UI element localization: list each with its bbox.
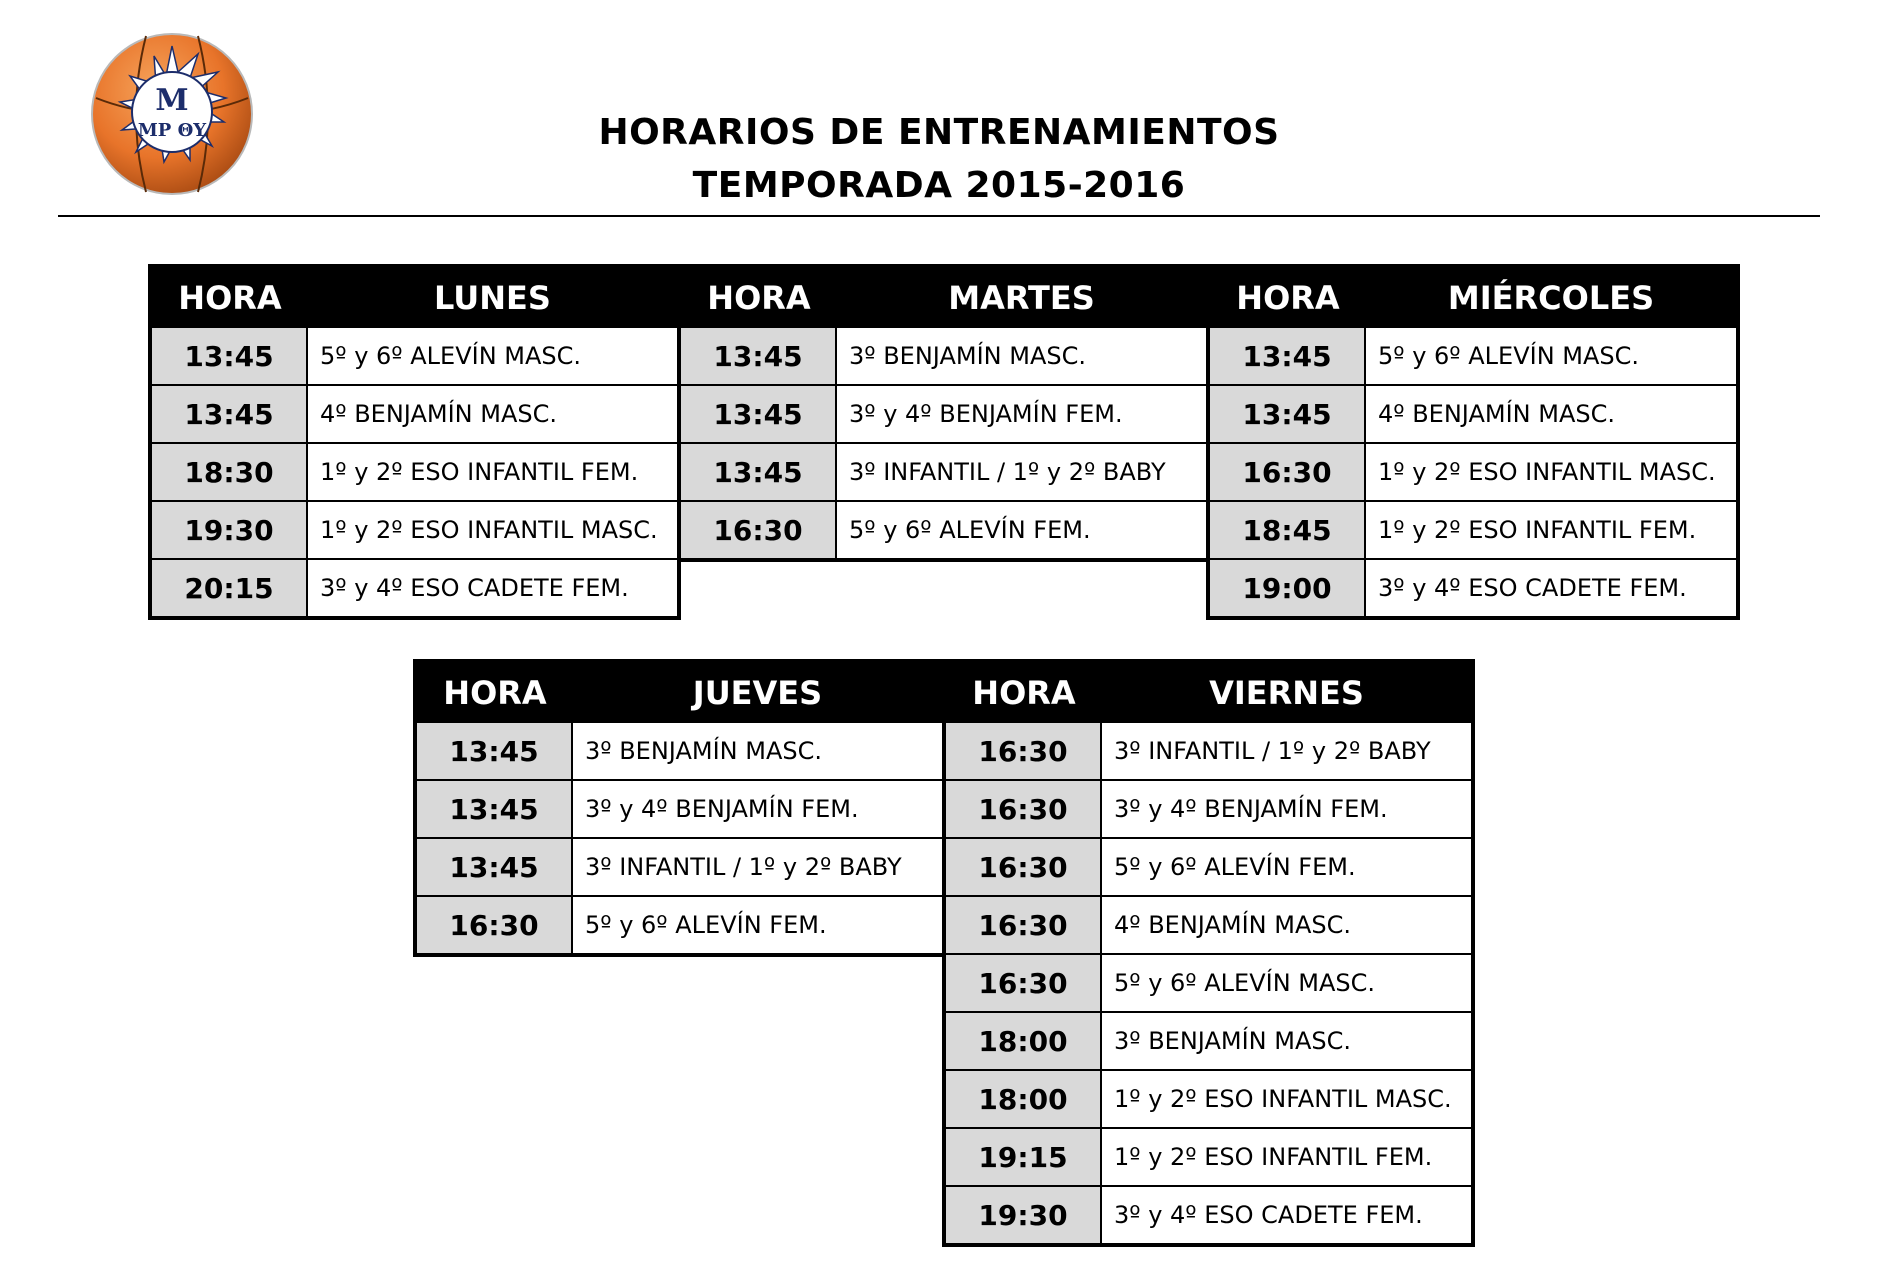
time-cell: 13:45 — [1210, 386, 1366, 442]
time-cell: 16:30 — [1210, 444, 1366, 500]
schedule-header-martes — [681, 268, 1206, 328]
time-cell: 16:30 — [417, 897, 573, 953]
table-row — [681, 500, 1206, 558]
table-row — [946, 1011, 1471, 1069]
table-row — [1210, 384, 1736, 442]
group-cell: 3º BENJAMÍN MASC. — [1102, 1013, 1471, 1069]
group-cell: 3º y 4º ESO CADETE FEM. — [1366, 560, 1736, 616]
group-cell: 4º BENJAMÍN MASC. — [1102, 897, 1471, 953]
time-cell: 16:30 — [681, 502, 837, 558]
table-row — [417, 837, 942, 895]
group-cell: 1º y 2º ESO INFANTIL FEM. — [1366, 502, 1736, 558]
time-cell: 13:45 — [152, 328, 308, 384]
column-header-day: LUNES — [434, 279, 551, 317]
schedule-miercoles — [1206, 264, 1740, 620]
time-cell: 13:45 — [152, 386, 308, 442]
table-row — [1210, 442, 1736, 500]
table-row — [681, 442, 1206, 500]
group-cell: 3º y 4º BENJAMÍN FEM. — [573, 781, 942, 837]
group-cell: 5º y 6º ALEVÍN FEM. — [837, 502, 1206, 558]
table-row — [946, 837, 1471, 895]
time-cell: 19:15 — [946, 1129, 1102, 1185]
time-cell: 18:30 — [152, 444, 308, 500]
time-cell: 13:45 — [417, 723, 573, 779]
schedule-body-martes — [681, 328, 1206, 558]
time-cell: 13:45 — [417, 839, 573, 895]
time-cell: 13:45 — [417, 781, 573, 837]
schedule-header-miercoles — [1210, 268, 1736, 328]
table-row — [946, 895, 1471, 953]
time-cell: 16:30 — [946, 723, 1102, 779]
schedule-header-jueves — [417, 663, 942, 723]
table-row — [946, 1127, 1471, 1185]
group-cell: 3º BENJAMÍN MASC. — [837, 328, 1206, 384]
column-header-day: MIÉRCOLES — [1447, 279, 1655, 317]
group-cell: 1º y 2º ESO INFANTIL FEM. — [308, 444, 677, 500]
group-cell: 3º y 4º ESO CADETE FEM. — [1102, 1187, 1471, 1243]
time-cell: 13:45 — [681, 444, 837, 500]
group-cell: 1º y 2º ESO INFANTIL MASC. — [308, 502, 677, 558]
table-row — [152, 384, 677, 442]
table-row — [417, 895, 942, 953]
time-cell: 20:15 — [152, 560, 308, 616]
group-cell: 5º y 6º ALEVÍN FEM. — [573, 897, 942, 953]
time-cell: 19:00 — [1210, 560, 1366, 616]
time-cell: 16:30 — [946, 955, 1102, 1011]
schedule-martes — [677, 264, 1210, 562]
column-header-hora: HORA — [972, 674, 1076, 712]
schedule-body-viernes — [946, 723, 1471, 1243]
table-row — [681, 328, 1206, 384]
schedule-jueves — [413, 659, 946, 957]
table-row — [417, 723, 942, 779]
group-cell: 3º INFANTIL / 1º y 2º BABY — [1102, 723, 1471, 779]
page-subtitle: TEMPORADA 2015-2016 — [692, 165, 1186, 206]
table-row — [1210, 500, 1736, 558]
schedule-viernes — [942, 659, 1475, 1247]
group-cell: 4º BENJAMÍN MASC. — [1366, 386, 1736, 442]
group-cell: 5º y 6º ALEVÍN MASC. — [1102, 955, 1471, 1011]
table-row — [946, 1069, 1471, 1127]
group-cell: 3º INFANTIL / 1º y 2º BABY — [573, 839, 942, 895]
column-header-day: VIERNES — [1209, 674, 1364, 712]
time-cell: 13:45 — [681, 386, 837, 442]
table-row — [152, 558, 677, 616]
time-cell: 18:45 — [1210, 502, 1366, 558]
schedule-header-lunes — [152, 268, 677, 328]
column-header-hora: HORA — [443, 674, 547, 712]
schedule-lunes — [148, 264, 681, 620]
group-cell: 1º y 2º ESO INFANTIL MASC. — [1366, 444, 1736, 500]
group-cell: 3º INFANTIL / 1º y 2º BABY — [837, 444, 1206, 500]
group-cell: 3º y 4º BENJAMÍN FEM. — [837, 386, 1206, 442]
table-row — [152, 442, 677, 500]
table-row — [946, 779, 1471, 837]
table-row — [152, 328, 677, 384]
table-row — [152, 500, 677, 558]
time-cell: 18:00 — [946, 1071, 1102, 1127]
header-divider — [58, 215, 1820, 217]
table-row — [946, 723, 1471, 779]
column-header-hora: HORA — [1236, 279, 1340, 317]
group-cell: 5º y 6º ALEVÍN FEM. — [1102, 839, 1471, 895]
table-row — [1210, 328, 1736, 384]
page-title: HORARIOS DE ENTRENAMIENTOS — [598, 112, 1280, 153]
time-cell: 19:30 — [152, 502, 308, 558]
column-header-hora: HORA — [178, 279, 282, 317]
logo-lettering: MP ΘY — [137, 120, 207, 141]
group-cell: 5º y 6º ALEVÍN MASC. — [1366, 328, 1736, 384]
column-header-day: MARTES — [948, 279, 1095, 317]
group-cell: 3º BENJAMÍN MASC. — [573, 723, 942, 779]
group-cell: 1º y 2º ESO INFANTIL MASC. — [1102, 1071, 1471, 1127]
schedule-body-jueves — [417, 723, 942, 953]
table-row — [946, 1185, 1471, 1243]
table-row — [1210, 558, 1736, 616]
logo-monogram: M — [155, 83, 189, 118]
group-cell: 3º y 4º BENJAMÍN FEM. — [1102, 781, 1471, 837]
schedule-body-lunes — [152, 328, 677, 616]
group-cell: 3º y 4º ESO CADETE FEM. — [308, 560, 677, 616]
time-cell: 19:30 — [946, 1187, 1102, 1243]
time-cell: 16:30 — [946, 839, 1102, 895]
column-header-hora: HORA — [707, 279, 811, 317]
table-row — [946, 953, 1471, 1011]
time-cell: 13:45 — [681, 328, 837, 384]
schedule-header-viernes — [946, 663, 1471, 723]
group-cell: 4º BENJAMÍN MASC. — [308, 386, 677, 442]
column-header-day: JUEVES — [692, 674, 823, 712]
time-cell: 16:30 — [946, 897, 1102, 953]
table-row — [417, 779, 942, 837]
time-cell: 16:30 — [946, 781, 1102, 837]
time-cell: 18:00 — [946, 1013, 1102, 1069]
schedule-body-miercoles — [1210, 328, 1736, 616]
group-cell: 5º y 6º ALEVÍN MASC. — [308, 328, 677, 384]
group-cell: 1º y 2º ESO INFANTIL FEM. — [1102, 1129, 1471, 1185]
table-row — [681, 384, 1206, 442]
time-cell: 13:45 — [1210, 328, 1366, 384]
